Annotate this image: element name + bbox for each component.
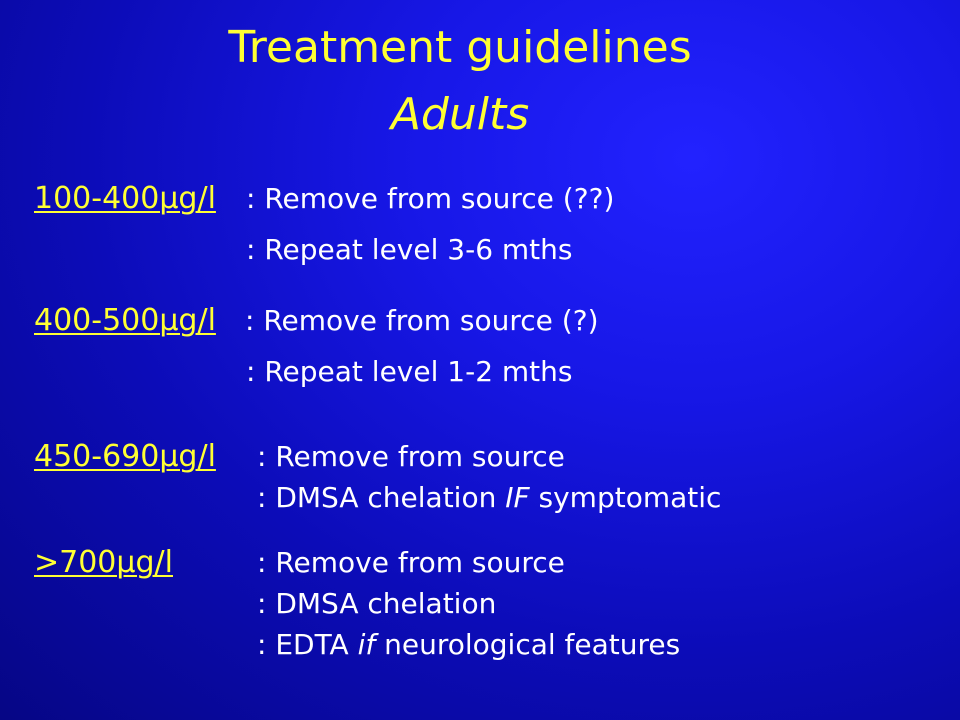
slide-title: Treatment guidelines: [228, 22, 692, 73]
instruction-2-2: : Repeat level 1-2 mths: [246, 355, 573, 388]
instruction-2-1: : Remove from source (?): [245, 304, 599, 337]
instruction-3-2: [257, 480, 721, 516]
slide-subtitle: Adults: [390, 89, 530, 140]
instruction-1-1: : Remove from source (??): [246, 182, 615, 215]
instruction-4-2: : DMSA chelation: [257, 587, 497, 620]
instruction-3-1: : Remove from source: [257, 440, 565, 473]
range-label-4: >700µg/l: [34, 545, 173, 580]
instruction-4-3-before: : EDTA: [257, 628, 358, 661]
instruction-4-1: : Remove from source: [257, 546, 565, 579]
instruction-1-2: : Repeat level 3-6 mths: [246, 233, 573, 266]
range-label-2: 400-500µg/l: [34, 303, 216, 338]
instruction-3-2-after: symptomatic: [529, 481, 722, 514]
instruction-4-3: [257, 627, 680, 663]
range-label-3: 450-690µg/l: [34, 439, 216, 474]
instruction-3-2-emphasis: IF: [505, 481, 530, 514]
instruction-3-2-before: : DMSA chelation: [257, 481, 506, 514]
range-label-1: 100-400µg/l: [34, 181, 216, 216]
instruction-4-3-emphasis: if: [357, 628, 376, 661]
instruction-4-3-after: neurological features: [375, 628, 681, 661]
